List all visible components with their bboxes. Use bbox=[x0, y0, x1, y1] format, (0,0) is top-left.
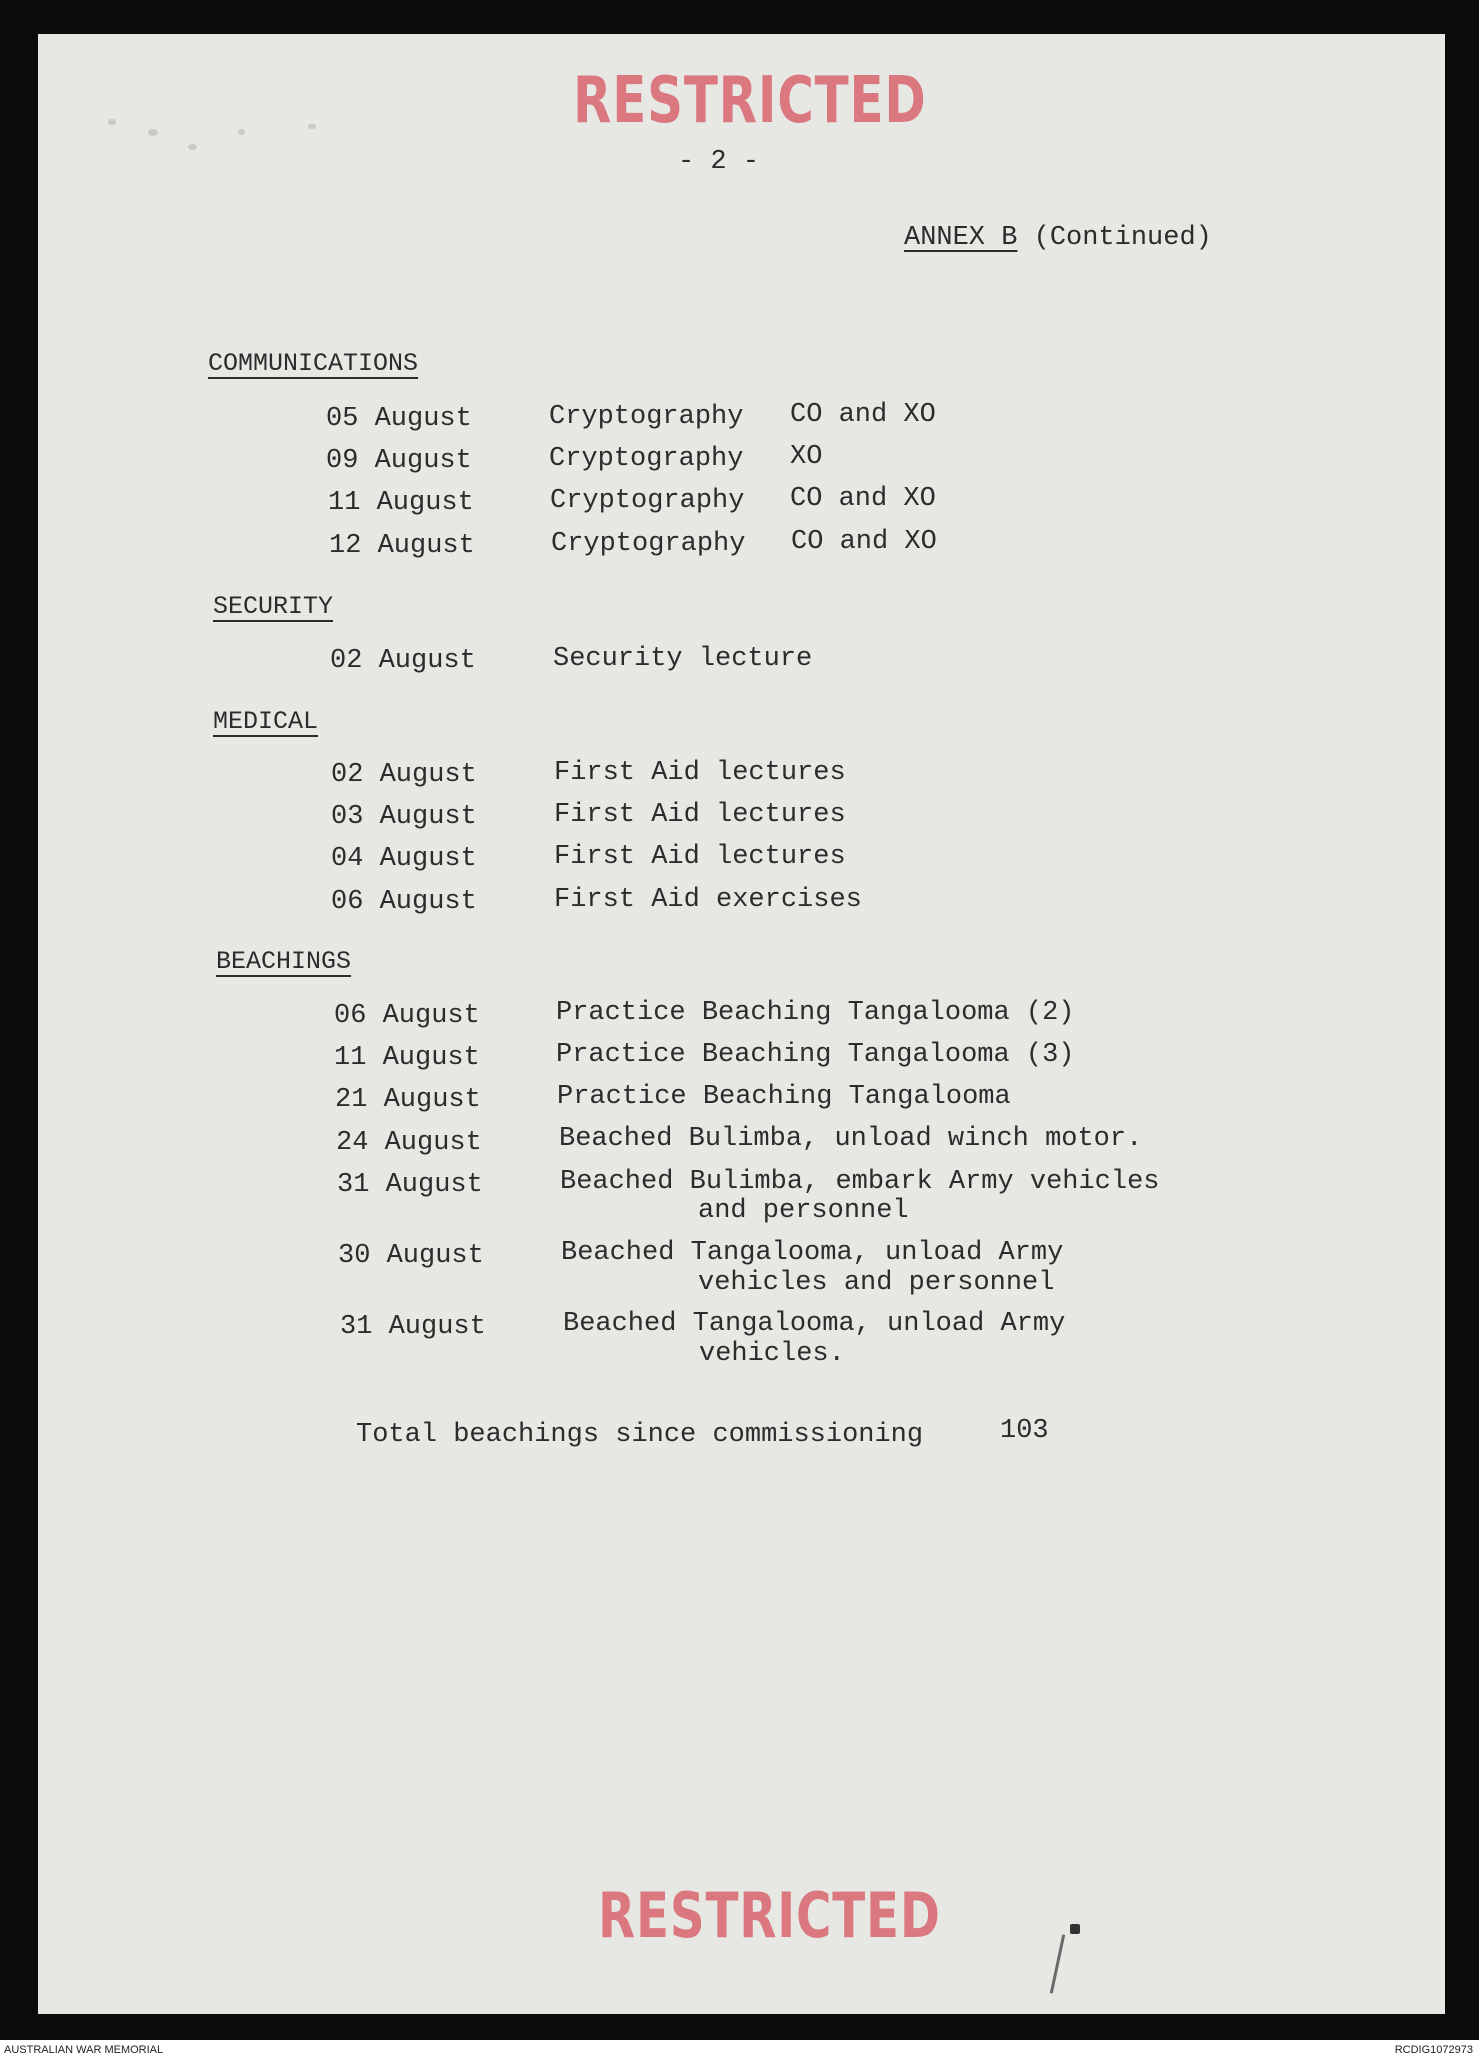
comm-date: 05 August bbox=[326, 404, 472, 434]
paper-scuff bbox=[148, 129, 158, 136]
medical-activity: First Aid exercises bbox=[554, 885, 862, 915]
beaching-activity-continued: and personnel bbox=[698, 1196, 909, 1226]
beaching-date: 30 August bbox=[338, 1241, 484, 1271]
beaching-activity: Beached Tangalooma, unload Army bbox=[561, 1238, 1064, 1268]
staple-mark bbox=[1070, 1924, 1080, 1934]
comm-date: 11 August bbox=[328, 488, 474, 518]
beaching-activity: Beached Bulimba, embark Army vehicles bbox=[560, 1167, 1160, 1197]
total-beachings-label: Total beachings since commissioning bbox=[356, 1420, 924, 1450]
annex-label bbox=[904, 223, 1212, 253]
beaching-date: 24 August bbox=[336, 1128, 482, 1158]
beaching-activity: Practice Beaching Tangalooma bbox=[557, 1082, 1011, 1112]
paper-scuff bbox=[188, 144, 197, 150]
comm-who: CO and XO bbox=[790, 400, 936, 430]
comm-activity: Cryptography bbox=[549, 402, 744, 432]
section-heading-medical: MEDICAL bbox=[213, 707, 319, 736]
restricted-stamp-top: RESTRICTED bbox=[573, 64, 927, 138]
medical-activity: First Aid lectures bbox=[554, 800, 846, 830]
comm-who: XO bbox=[790, 442, 823, 472]
annex-title: ANNEX B bbox=[904, 223, 1018, 253]
total-beachings-value: 103 bbox=[1000, 1416, 1049, 1446]
section-heading-security: SECURITY bbox=[213, 592, 334, 621]
beaching-date: 31 August bbox=[337, 1170, 483, 1200]
medical-date: 06 August bbox=[331, 887, 477, 917]
comm-date: 12 August bbox=[329, 531, 475, 561]
comm-activity: Cryptography bbox=[549, 444, 744, 474]
beaching-activity: Practice Beaching Tangalooma (3) bbox=[556, 1040, 1075, 1070]
section-heading-communications: COMMUNICATIONS bbox=[208, 349, 419, 378]
document-page bbox=[38, 34, 1445, 2014]
paper-scuff bbox=[108, 119, 116, 125]
paper-scuff bbox=[238, 129, 245, 135]
beaching-activity: Beached Bulimba, unload winch motor. bbox=[559, 1124, 1143, 1154]
medical-activity: First Aid lectures bbox=[554, 842, 846, 872]
medical-activity: First Aid lectures bbox=[554, 758, 846, 788]
archive-id: RCDIG1072973 bbox=[1394, 2044, 1473, 2056]
beaching-activity-continued: vehicles and personnel bbox=[698, 1268, 1055, 1298]
comm-who: CO and XO bbox=[790, 484, 936, 514]
annex-suffix: (Continued) bbox=[1033, 223, 1212, 253]
security-activity: Security lecture bbox=[553, 644, 813, 674]
medical-date: 03 August bbox=[331, 802, 477, 832]
comm-who: CO and XO bbox=[791, 527, 937, 557]
beaching-activity-continued: vehicles. bbox=[699, 1339, 845, 1369]
beaching-activity: Beached Tangalooma, unload Army bbox=[563, 1309, 1066, 1339]
beaching-date: 11 August bbox=[334, 1043, 480, 1073]
archive-footer bbox=[0, 2040, 1479, 2061]
restricted-stamp-bottom: RESTRICTED bbox=[598, 1879, 941, 1952]
medical-date: 04 August bbox=[331, 844, 477, 874]
archive-name: AUSTRALIAN WAR MEMORIAL bbox=[4, 2044, 164, 2056]
medical-date: 02 August bbox=[331, 760, 477, 790]
comm-activity: Cryptography bbox=[551, 529, 746, 559]
paper-tear bbox=[1050, 1934, 1065, 1993]
comm-activity: Cryptography bbox=[550, 486, 745, 516]
section-heading-beachings: BEACHINGS bbox=[216, 947, 352, 976]
page-number: - 2 - bbox=[678, 147, 760, 177]
beaching-date: 31 August bbox=[340, 1312, 486, 1342]
comm-date: 09 August bbox=[326, 446, 472, 476]
beaching-activity: Practice Beaching Tangalooma (2) bbox=[556, 998, 1075, 1028]
security-date: 02 August bbox=[330, 646, 476, 676]
beaching-date: 21 August bbox=[335, 1085, 481, 1115]
paper-scuff bbox=[308, 124, 316, 129]
beaching-date: 06 August bbox=[334, 1001, 480, 1031]
